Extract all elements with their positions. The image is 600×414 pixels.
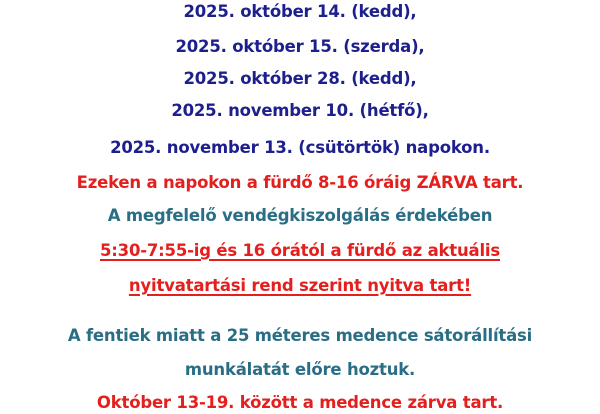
date-line-5: 2025. november 13. (csütörtök) napokon. xyxy=(110,138,490,157)
open-hours-line-1: 5:30-7:55-ig és 16 órától a fürdő az aktuális xyxy=(99,241,500,260)
date-line-1: 2025. október 14. (kedd), xyxy=(183,2,417,21)
service-notice: A megfelelő vendégkiszolgálás érdekében xyxy=(107,206,493,225)
date-line-4: 2025. november 10. (hétfő), xyxy=(171,101,429,120)
pool-closure-line: Október 13-19. között a medence zárva tart. xyxy=(96,393,504,412)
open-hours-line-2: nyitvatartási rend szerint nyitva tart! xyxy=(128,276,472,295)
pool-notice-line-2: munkálatát előre hoztuk. xyxy=(184,360,416,379)
pool-notice-line-1: A fentiek miatt a 25 méteres medence sátorállítási xyxy=(67,326,533,345)
date-line-2: 2025. október 15. (szerda), xyxy=(175,37,425,56)
closed-notice: Ezeken a napokon a fürdő 8-16 óráig ZÁRVA tart. xyxy=(76,173,524,192)
date-line-3: 2025. október 28. (kedd), xyxy=(183,69,417,88)
